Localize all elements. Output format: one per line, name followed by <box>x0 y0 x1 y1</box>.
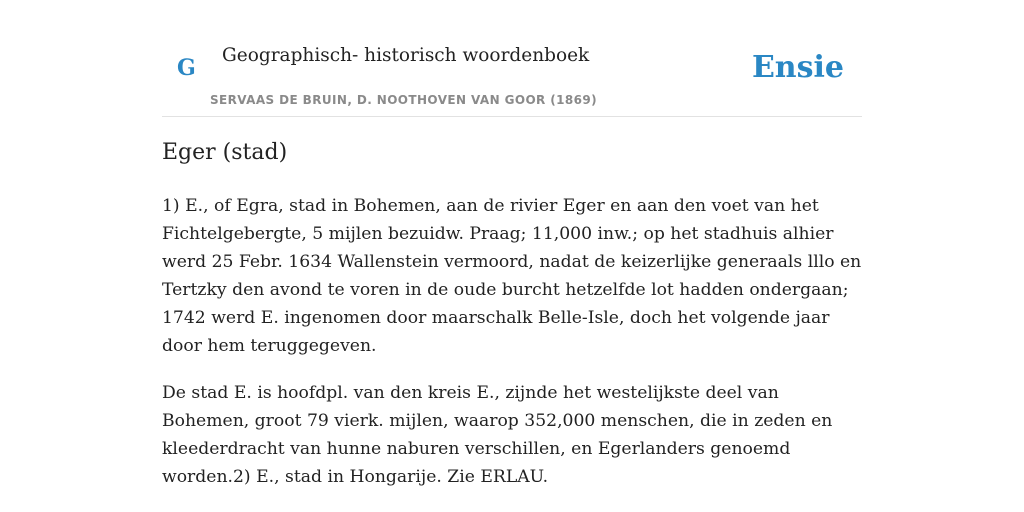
entry-content <box>162 192 862 510</box>
ensie-logo[interactable]: Ensie <box>751 50 844 85</box>
entry-paragraph: De stad E. is hoofdpl. van den kreis E., zijnde het westelijkste deel van Bohemen, groot 79 vierk. mijlen, waarop 352,000 menschen, die in zeden en kleederdracht van hunne naburen verschillen, en Egerlanders genoemd worden.2) E., stad in Hongarije. Zie ERLAU. <box>162 383 833 487</box>
book-author: SERVAAS DE BRUIN, D. NOOTHOVEN VAN GOOR (1869) <box>210 93 598 107</box>
header <box>162 0 862 117</box>
book-title-link[interactable]: Geographisch- historisch woordenboek <box>222 45 590 66</box>
entry-paragraph: 1) E., of Egra, stad in Bohemen, aan de rivier Eger en aan den voet van het Fichtelgebergte, 5 mijlen bezuidw. Praag; 11,000 inw.; op het stadhuis alhier werd 25 Febr. 1634 Wallenstein vermoord, nadat de keizerlijke generaals lllo en Tertzky den avond te voren in de oude burcht hetzelfde lot hadden ondergaan; 1742 werd E. ingenomen door maarschalk Belle-Isle, doch het volgende jaar door hem teruggegeven. <box>162 196 862 356</box>
section-letter[interactable]: G <box>177 55 196 81</box>
entry-title: Eger (stad) <box>162 140 288 165</box>
